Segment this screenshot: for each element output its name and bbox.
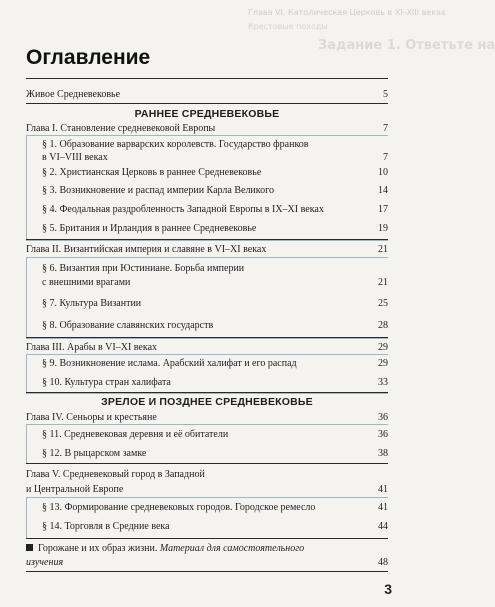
page-title: Оглавление [26, 46, 151, 69]
toc-chapter-label-cont: и Центральной Европе [26, 484, 124, 495]
bleed-line-2: Крестовые походы [248, 22, 328, 31]
toc-item-label: § 7. Культура Византии [42, 298, 142, 309]
toc-chapter-label: Глава III. Арабы в VI–XI веках [26, 342, 158, 353]
toc-extra-label-main: Горожане и их образ жизни. [38, 543, 158, 554]
toc-item-label-cont: с внешними врагами [42, 277, 131, 288]
toc-extra-page: 48 [378, 557, 388, 568]
toc-item-page: 7 [383, 152, 388, 163]
divider [26, 239, 388, 240]
toc-item-label: § 1. Образование варварских королевств. Государство франков [42, 139, 309, 150]
toc-item-page: 44 [378, 521, 388, 532]
bleed-line-3: Задание 1. Ответьте на [318, 38, 495, 53]
toc-item-label: § 4. Феодальная раздробленность Западной Европы в IX–XI веках [42, 204, 324, 215]
toc-item-label: § 5. Британия и Ирландия в раннее Средневековье [42, 223, 257, 234]
toc-item-label: § 8. Образование славянских государств [42, 320, 214, 331]
toc-entry-label: Живое Средневековье [26, 89, 121, 100]
toc-item-page: 36 [378, 429, 388, 440]
toc-item-label: § 2. Христианская Церковь в раннее Средневековье [42, 167, 262, 178]
divider [26, 103, 388, 104]
toc-chapter-page: 21 [378, 244, 388, 255]
toc-item-page: 10 [378, 167, 388, 178]
square-bullet-icon [26, 544, 33, 551]
toc-item-page: 21 [378, 277, 388, 288]
divider [26, 538, 388, 539]
toc-item-page: 33 [378, 377, 388, 388]
toc-item-page: 28 [378, 320, 388, 331]
toc-entry-page: 5 [383, 89, 388, 100]
toc-item-page: 41 [378, 502, 388, 513]
toc-item-label: § 3. Возникновение и распад империи Карла Великого [42, 185, 274, 196]
toc-chapter-page: 29 [378, 342, 388, 353]
toc-item-label: § 10. Культура стран халифата [42, 377, 171, 388]
toc-item-page: 38 [378, 448, 388, 459]
toc-chapter-page: 7 [383, 123, 388, 134]
toc-chapter-label: Глава V. Средневековый город в Западной [26, 469, 205, 480]
divider [26, 337, 388, 338]
toc-item-page: 17 [378, 204, 388, 215]
toc-extra-label-italic: Материал для самостоятельного [159, 543, 305, 554]
toc-item-label: § 11. Средневековая деревня и её обитатели [42, 429, 229, 440]
toc-chapter-label: Глава IV. Сеньоры и крестьяне [26, 412, 157, 423]
divider [26, 463, 388, 464]
toc-item-label: § 14. Торговля в Средние века [42, 521, 170, 532]
toc-chapter-label: Глава I. Становление средневековой Европы [26, 123, 216, 134]
bleed-line-1: Глава VI. Католическая Церковь в XI–XIII веках [248, 8, 446, 17]
toc-chapter-label: Глава II. Византийская империя и славяне в VI–XI веках [26, 244, 267, 255]
page-number: 3 [384, 581, 392, 597]
toc-extra-label [26, 542, 362, 555]
toc-item-page: 25 [378, 298, 388, 309]
toc-extra-label-cont: изучения [26, 557, 64, 568]
toc-item-page: 29 [378, 358, 388, 369]
divider [26, 571, 388, 572]
section-heading-early: РАННЕЕ СРЕДНЕВЕКОВЬЕ [134, 108, 280, 120]
toc-item-label-cont: в VI–VIII веках [42, 152, 108, 163]
divider [26, 392, 388, 393]
toc-item-label: § 9. Возникновение ислама. Арабский халифат и его распад [42, 358, 297, 369]
table-of-contents [26, 0, 388, 607]
toc-item-label: § 12. В рыцарском замке [42, 448, 147, 459]
toc-item-page: 19 [378, 223, 388, 234]
toc-item-page: 14 [378, 185, 388, 196]
toc-chapter-page: 36 [378, 412, 388, 423]
toc-chapter-page: 41 [378, 484, 388, 495]
section-heading-late: ЗРЕЛОЕ И ПОЗДНЕЕ СРЕДНЕВЕКОВЬЕ [101, 396, 313, 408]
toc-item-label: § 6. Византия при Юстиниане. Борьба империи [42, 263, 245, 274]
toc-item-label: § 13. Формирование средневековых городов. Городское ремесло [42, 502, 316, 513]
